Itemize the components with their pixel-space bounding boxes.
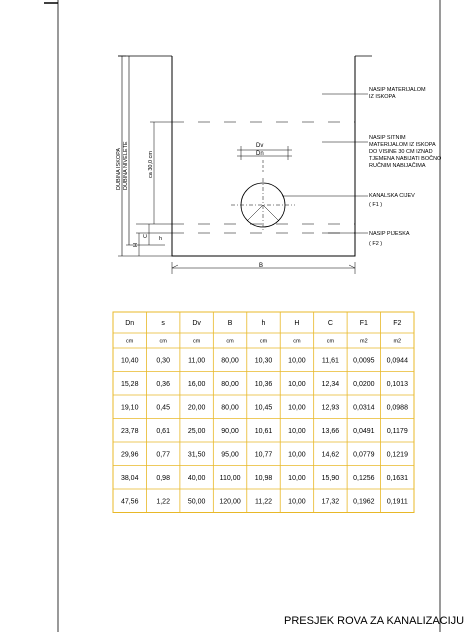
- table-unit-cell: m2: [393, 338, 402, 345]
- table-cell: 0,61: [156, 427, 170, 435]
- table-cell: 0,1631: [386, 474, 408, 482]
- table-cell: 23,78: [120, 427, 139, 435]
- table-unit-cell: cm: [192, 338, 201, 345]
- annotations: [369, 87, 442, 247]
- dn-label: Dn: [256, 151, 264, 157]
- table-cell: 80,00: [221, 380, 239, 388]
- table-header-cell: h: [261, 320, 266, 327]
- table-cell: 0,0095: [353, 357, 375, 365]
- table-cell: 10,30: [254, 357, 273, 365]
- label-dubina-iskopa: DUBINA ISKOPA: [116, 147, 122, 190]
- table-cell: 10,45: [254, 404, 273, 412]
- table-header-cell: Dn: [125, 320, 135, 327]
- table-cell: 0,1179: [386, 427, 408, 435]
- table-cell: 0,0944: [386, 357, 408, 365]
- label-h-small: h: [159, 236, 163, 242]
- table-cell: 0,0200: [353, 380, 375, 388]
- annotation-nasip-iskopa-l2: IZ ISKOPA: [369, 94, 396, 100]
- table-cell: 50,00: [187, 498, 206, 506]
- drawing-title: PRESJEK ROVA ZA KANALIZACIJU: [284, 615, 465, 627]
- label-h: H: [133, 243, 139, 247]
- table-header-cell: s: [161, 320, 165, 327]
- annotation-nasip-iskopa-l1: NASIP MATERIJALOM: [369, 87, 426, 93]
- table-cell: 25,00: [187, 427, 206, 435]
- dv-label: Dv: [256, 143, 264, 149]
- table-cell: 0,0491: [353, 427, 375, 435]
- table-cell: 0,0314: [353, 404, 375, 412]
- table-cell: 15,90: [321, 474, 340, 482]
- table-cell: 13,66: [321, 427, 340, 435]
- table-cell: 11,22: [255, 498, 272, 506]
- annotation-kanalska-cijev-l2: ( F1 ): [369, 202, 383, 208]
- annotation-nasip-pijeska-l2: ( F2 ): [369, 241, 383, 247]
- table-cell: 0,1219: [386, 451, 408, 459]
- label-c: C: [143, 234, 149, 238]
- pipe-hatch-1: [247, 205, 263, 221]
- table-header-cell: B: [227, 320, 233, 327]
- annotation-nasip-sitnim-l5: RUČNIM NABIJAČIMA: [369, 163, 426, 169]
- table-cell: 11,00: [188, 357, 206, 365]
- label-ca30: ca 30,0 cm: [148, 151, 154, 178]
- table-cell: 0,0988: [386, 404, 408, 412]
- table-cell: 10,77: [254, 451, 273, 459]
- table-cell: 10,61: [254, 427, 273, 435]
- table-cell: 11,61: [321, 357, 339, 365]
- annotation-nasip-sitnim-l2: MATERIJALOM IZ ISKOPA: [369, 142, 436, 148]
- table-cell: 0,30: [156, 357, 170, 365]
- annotation-nasip-sitnim-l4: TJEMENA NABIJATI BOČNO: [369, 156, 442, 162]
- table-cell: 17,32: [321, 498, 340, 506]
- table-cell: 40,00: [187, 474, 206, 482]
- trench-section: [116, 56, 372, 274]
- b-label: B: [259, 263, 264, 269]
- table-cell: 0,1962: [353, 498, 375, 506]
- pipe-hatch-2: [263, 205, 279, 221]
- table-cell: 110,00: [219, 474, 241, 482]
- table-cell: 0,0779: [353, 451, 375, 459]
- table-cell: 80,00: [221, 357, 239, 365]
- table-cell: 20,00: [187, 404, 206, 412]
- table-cell: 10,98: [254, 474, 273, 482]
- table-cell: 0,36: [156, 380, 170, 388]
- table-cell: 38,04: [120, 474, 139, 482]
- table-cell: 0,1013: [386, 380, 408, 388]
- table-cell: 15,28: [120, 380, 139, 388]
- table-cell: 10,40: [120, 357, 139, 365]
- annotation-kanalska-cijev-l1: KANALSKA CIJEV: [369, 193, 415, 199]
- table-cell: 10,00: [288, 427, 306, 435]
- table-cell: 31,50: [187, 451, 206, 459]
- table-cell: 0,1911: [386, 498, 408, 506]
- table-cell: 10,00: [288, 357, 306, 365]
- table-cell: 10,00: [288, 404, 306, 412]
- table-header-cell: C: [327, 320, 333, 327]
- table-cell: 10,00: [288, 451, 306, 459]
- table-cell: 80,00: [221, 404, 239, 412]
- table-unit-cell: cm: [159, 338, 167, 345]
- table-unit-cell: cm: [293, 338, 301, 345]
- table-cell: 10,00: [288, 498, 306, 506]
- table-cell: 19,10: [120, 404, 139, 412]
- annotation-nasip-sitnim-l1: NASIP SITNIM: [369, 135, 406, 141]
- table-unit-cell: cm: [226, 338, 234, 345]
- table-cell: 12,34: [321, 380, 340, 388]
- label-dubina-nivelete: DUBINA NIVELETE: [123, 141, 129, 190]
- annotation-nasip-pijeska-l1: NASIP PIJESKA: [369, 231, 410, 237]
- table-cell: 16,00: [187, 380, 206, 388]
- table-header-cell: F1: [359, 320, 368, 327]
- table-unit-cell: cm: [126, 338, 134, 345]
- dimension-table: [113, 312, 414, 513]
- table-header-cell: H: [294, 320, 300, 327]
- table-unit-cell: m2: [360, 338, 368, 345]
- table-cell: 47,56: [120, 498, 139, 506]
- table-cell: 1,22: [156, 498, 170, 506]
- table-cell: 90,00: [221, 427, 239, 435]
- table-header-cell: F2: [393, 320, 402, 327]
- table-cell: 10,00: [288, 474, 306, 482]
- table-cell: 10,00: [288, 380, 306, 388]
- annotation-nasip-sitnim-l3: DO VISINE 30 CM IZNAD: [369, 149, 433, 155]
- table-cell: 0,45: [156, 404, 170, 412]
- table-unit-cell: cm: [259, 338, 268, 345]
- table-cell: 120,00: [219, 498, 241, 506]
- table-header-cell: Dv: [192, 320, 201, 327]
- table-unit-cell: cm: [326, 338, 335, 345]
- table-cell: 14,62: [321, 451, 340, 459]
- table-cell: 12,93: [321, 404, 340, 412]
- table-cell: 0,1256: [353, 474, 375, 482]
- table-cell: 95,00: [221, 451, 239, 459]
- table-cell: 0,98: [156, 474, 170, 482]
- table-cell: 10,36: [254, 380, 273, 388]
- table-cell: 0,77: [156, 451, 170, 459]
- table-cell: 29,96: [120, 451, 139, 459]
